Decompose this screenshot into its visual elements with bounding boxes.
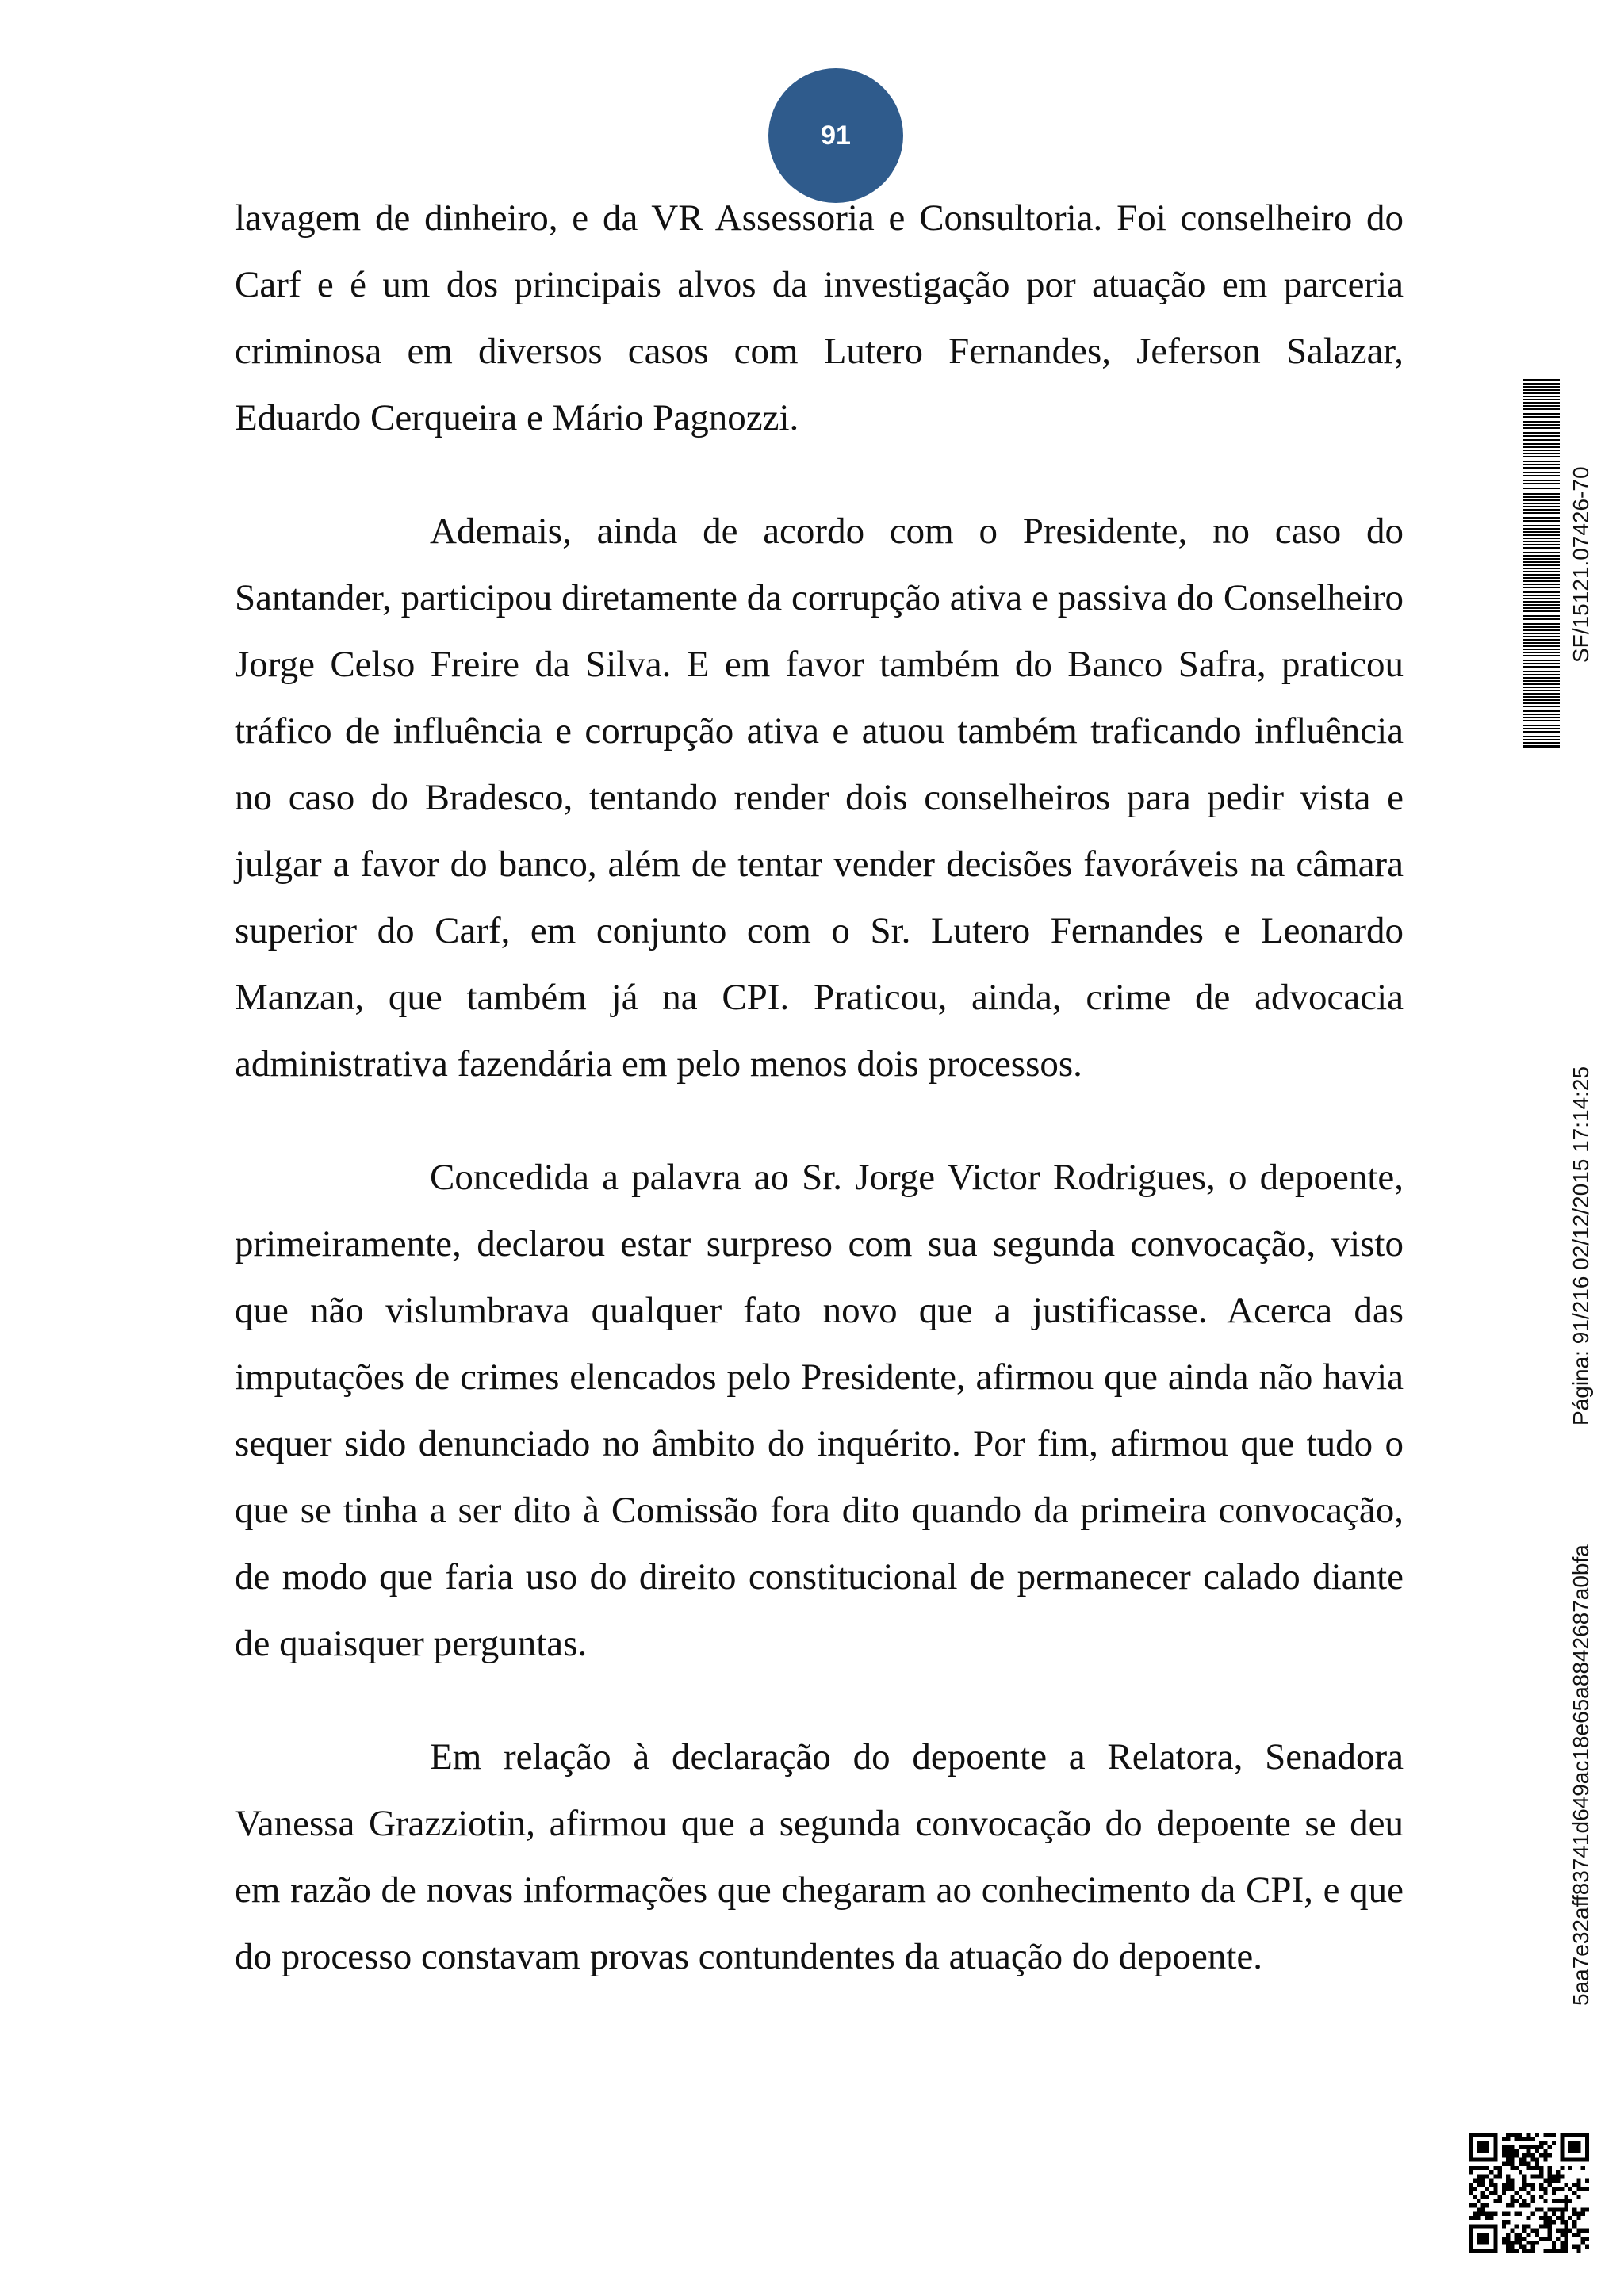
paragraph: Ademais, ainda de acordo com o Presidente, no caso do Santander, participou diretamente da corrupção ativa e passiva do Conselheiro Jorge Celso Freire da Silva. E em favor também do Banco Safra, praticou tráfico de influência e corrupção ativa e atuou também traficando influência no caso do Bradesco, tentando render dois conselheiros para pedir vista e julgar a favor do banco, além de tentar vender decisões favoráveis na câmara superior do Carf, em conjunto com o Sr. Lutero Fernandes e Leonardo Manzan, que também já na CPI. Praticou, ainda, crime de advocacia administrativa fazendária em pelo menos dois processos.	[235, 511, 1404, 1085]
paragraph: Em relação à declaração do depoente a Relatora, Senadora Vanessa Grazziotin, afirmou que a segunda convocação do depoente se deu em razão de novas informações que chegaram ao conhecimento da CPI, e que do processo constavam provas contundentes da atuação do depoente.	[235, 1736, 1404, 1977]
paragraph: lavagem de dinheiro, e da VR Assessoria e Consultoria. Foi conselheiro do Carf e é um dos principais alvos da investigação por atuação em parceria criminosa em diversos casos com Lutero Fernandes, Jeferson Salazar, Eduardo Cerqueira e Mário Pagnozzi.	[235, 197, 1404, 438]
page-info-stamp: Página: 91/216 02/12/2015 17:14:25	[1568, 1066, 1593, 1425]
barcode-image	[1523, 379, 1560, 748]
paragraph: Concedida a palavra ao Sr. Jorge Victor Rodrigues, o depoente, primeiramente, declarou estar surpreso com sua segunda convocação, visto que não vislumbrava qualquer fato novo que a justificasse. Acerca das imputações de crimes elencados pelo Presidente, afirmou que ainda não havia sequer sido denunciado no âmbito do inquérito. Por fim, afirmou que tudo o que se tinha a ser dito à Comissão fora dito quando da primeira convocação, de modo que faria uso do direito constitucional de permanecer calado diante de quaisquer perguntas.	[235, 1157, 1404, 1664]
document-body	[235, 185, 1404, 2037]
page-number: 91	[821, 120, 851, 151]
page-number-badge	[768, 68, 903, 203]
document-code: SF/15121.07426-70	[1568, 466, 1593, 663]
document-hash: 5aa7e32aff83741d649ac18e65a8842687a0bfa	[1568, 1544, 1593, 2006]
qr-code-image	[1469, 2133, 1589, 2253]
